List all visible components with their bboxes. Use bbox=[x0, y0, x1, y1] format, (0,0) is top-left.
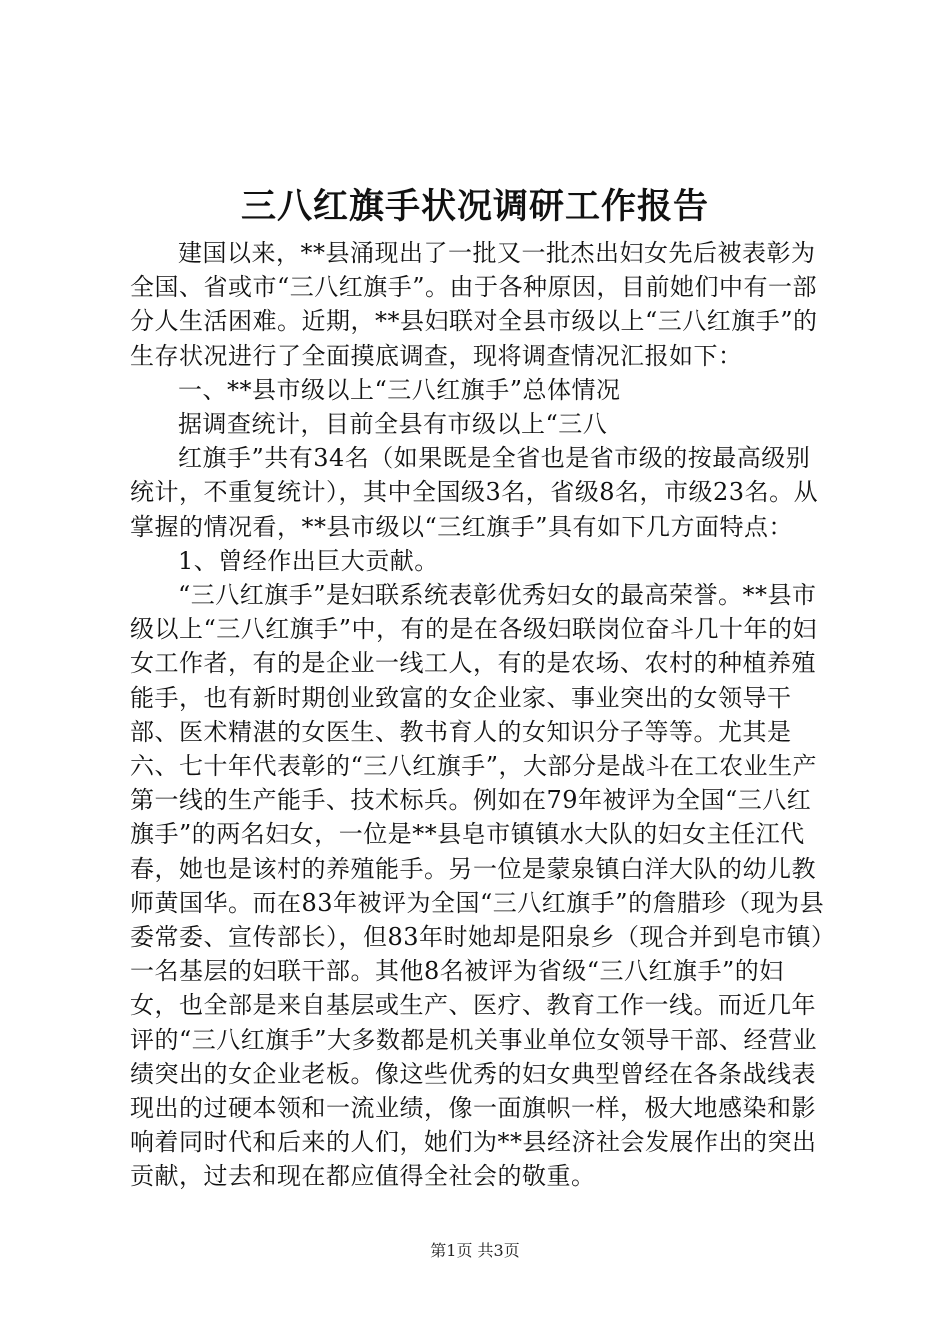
paragraph-intro: 建国以来，**县涌现出了一批又一批杰出妇女先后被表彰为全国、省或市“三八红旗手”。由于各种原因，目前她们中有一部分人生活困难。近期，**县妇联对全县市级以上“三八红旗手”的生存状况进行了全面摸底调查，现将调查情况汇报如下： bbox=[130, 239, 818, 370]
page-number-footer: 第1页 共3页 bbox=[430, 1241, 520, 1260]
section-heading-1: 一、**县市级以上“三八红旗手”总体情况 bbox=[178, 375, 621, 404]
paragraph-contribution: “三八红旗手”是妇联系统表彰优秀妇女的最高荣誉。**县市级以上“三八红旗手”中，有的是在各级妇联岗位奋斗几十年的妇女工作者，有的是企业一线工人，有的是农场、农村的种植养殖能手，也有新时期创业致富的女企业家、事业突出的女领导干部、医术精湛的女医生、教书育人的女知识分子等等。尤其是六、七十年代表彰的“三八红旗手”，大部分是战斗在工农业生产第一线的生产能手、技术标兵。例如在79年被评为全国“三八红旗手”的两名妇女，一位是**县皂市镇镇水大队的妇女主任江代春，她也是该村的养殖能手。另一位是蒙泉镇白洋大队的幼儿教师黄国华。而在83年被评为全国“三八红旗手”的詹腊珍（现为县委常委、宣传部长），但83年时她却是阳泉乡（现合并到皂市镇）一名基层的妇联干部。其他8名被评为省级“三八红旗手”的妇女，也全部是来自基层或生产、医疗、教育工作一线。而近几年评的“三八红旗手”大多数都是机关事业单位女领导干部、经营业绩突出的女企业老板。像这些优秀的妇女典型曾经在各条战线表现出的过硬本领和一流业绩，像一面旗帜一样，极大地感染和影响着同时代和后来的人们，她们为**县经济社会发展作出的突出贡献，过去和现在都应值得全社会的敬重。 bbox=[130, 581, 825, 1191]
subsection-heading-1: 1、曾经作出巨大贡献。 bbox=[178, 546, 439, 575]
paragraph-statistics: 红旗手”共有34名（如果既是全省也是省市级的按最高级别统计，不重复统计），其中全国级3名，省级8名，市级23名。从掌握的情况看，**县市级以“三红旗手”具有如下几方面特点： bbox=[130, 444, 819, 541]
document-title: 三八红旗手状况调研工作报告 bbox=[240, 186, 709, 227]
document-body bbox=[130, 236, 830, 1194]
paragraph-statistics-start: 据调查统计，目前全县有市级以上“三八 bbox=[178, 410, 608, 439]
